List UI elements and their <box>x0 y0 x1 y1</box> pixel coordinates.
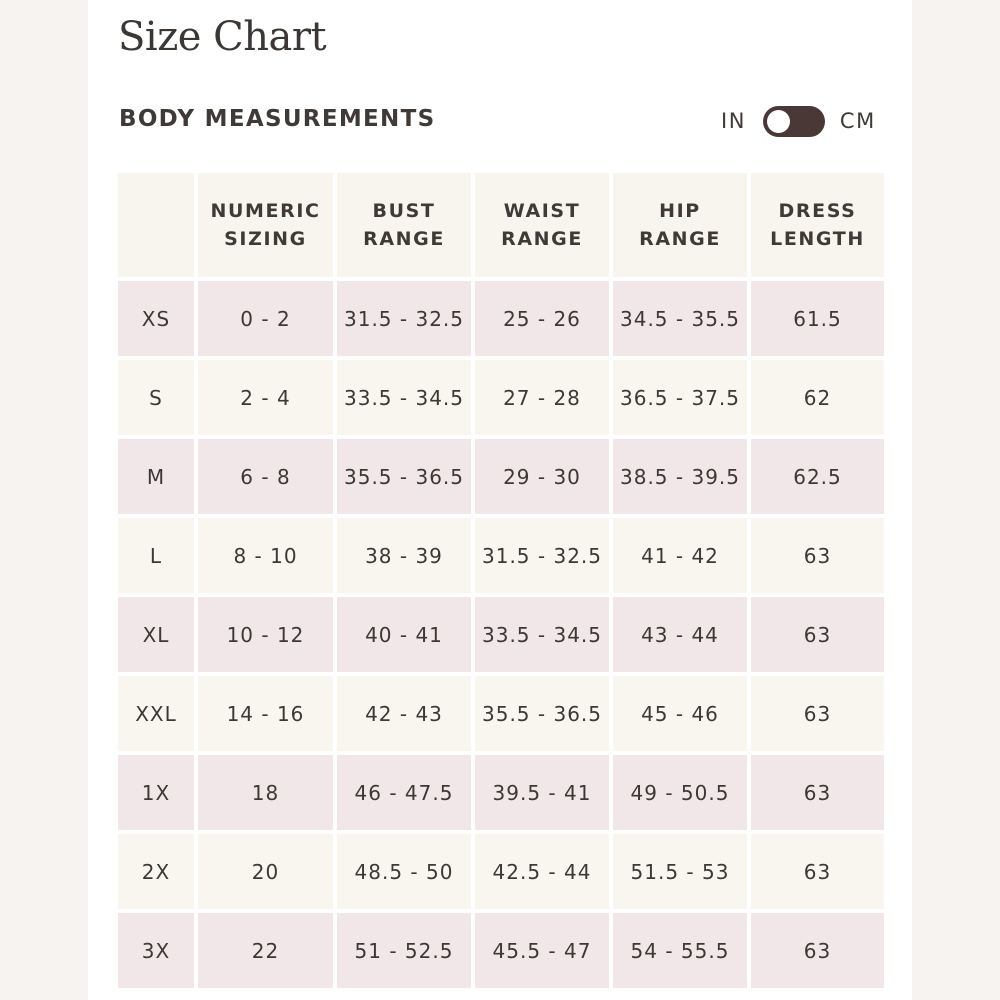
numeric-sizing-cell: 2 - 4 <box>198 360 333 435</box>
waist-range-cell: 33.5 - 34.5 <box>475 597 609 672</box>
numeric-sizing-cell: 8 - 10 <box>198 518 333 593</box>
hip-range-cell: 41 - 42 <box>613 518 747 593</box>
unit-label-in[interactable]: IN <box>721 109 746 133</box>
size-label: XS <box>118 281 194 356</box>
hip-range-cell: 38.5 - 39.5 <box>613 439 747 514</box>
page-title: Size Chart <box>118 14 327 60</box>
waist-range-cell: 35.5 - 36.5 <box>475 676 609 751</box>
dress-length-cell: 61.5 <box>751 281 884 356</box>
bust-range-cell: 40 - 41 <box>337 597 471 672</box>
table-header-blank <box>118 173 194 277</box>
unit-toggle[interactable] <box>721 104 876 138</box>
dress-length-cell: 63 <box>751 518 884 593</box>
numeric-sizing-cell: 22 <box>198 913 333 988</box>
hip-range-cell: 36.5 - 37.5 <box>613 360 747 435</box>
dress-length-cell: 62 <box>751 360 884 435</box>
unit-switch[interactable] <box>763 106 825 137</box>
size-label: 1X <box>118 755 194 830</box>
bust-range-cell: 31.5 - 32.5 <box>337 281 471 356</box>
table-header-waist-range: WAIST RANGE <box>475 173 609 277</box>
size-label: L <box>118 518 194 593</box>
numeric-sizing-cell: 6 - 8 <box>198 439 333 514</box>
size-label: S <box>118 360 194 435</box>
table-header-dress-length: DRESS LENGTH <box>751 173 884 277</box>
bust-range-cell: 38 - 39 <box>337 518 471 593</box>
hip-range-cell: 45 - 46 <box>613 676 747 751</box>
dress-length-cell: 63 <box>751 834 884 909</box>
waist-range-cell: 42.5 - 44 <box>475 834 609 909</box>
dress-length-cell: 62.5 <box>751 439 884 514</box>
bust-range-cell: 48.5 - 50 <box>337 834 471 909</box>
dress-length-cell: 63 <box>751 676 884 751</box>
waist-range-cell: 27 - 28 <box>475 360 609 435</box>
hip-range-cell: 34.5 - 35.5 <box>613 281 747 356</box>
numeric-sizing-cell: 14 - 16 <box>198 676 333 751</box>
numeric-sizing-cell: 18 <box>198 755 333 830</box>
hip-range-cell: 43 - 44 <box>613 597 747 672</box>
size-label: 3X <box>118 913 194 988</box>
waist-range-cell: 31.5 - 32.5 <box>475 518 609 593</box>
size-label: XXL <box>118 676 194 751</box>
numeric-sizing-cell: 20 <box>198 834 333 909</box>
bust-range-cell: 33.5 - 34.5 <box>337 360 471 435</box>
table-header-hip-range: HIP RANGE <box>613 173 747 277</box>
waist-range-cell: 39.5 - 41 <box>475 755 609 830</box>
section-heading: BODY MEASUREMENTS <box>119 106 436 132</box>
waist-range-cell: 29 - 30 <box>475 439 609 514</box>
unit-label-cm[interactable]: CM <box>839 109 876 133</box>
dress-length-cell: 63 <box>751 755 884 830</box>
table-header-bust-range: BUST RANGE <box>337 173 471 277</box>
size-table <box>118 173 884 987</box>
numeric-sizing-cell: 10 - 12 <box>198 597 333 672</box>
size-label: M <box>118 439 194 514</box>
dress-length-cell: 63 <box>751 913 884 988</box>
table-header-numeric-sizing: NUMERIC SIZING <box>198 173 333 277</box>
bust-range-cell: 46 - 47.5 <box>337 755 471 830</box>
hip-range-cell: 49 - 50.5 <box>613 755 747 830</box>
bust-range-cell: 35.5 - 36.5 <box>337 439 471 514</box>
waist-range-cell: 25 - 26 <box>475 281 609 356</box>
size-label: 2X <box>118 834 194 909</box>
dress-length-cell: 63 <box>751 597 884 672</box>
bust-range-cell: 42 - 43 <box>337 676 471 751</box>
waist-range-cell: 45.5 - 47 <box>475 913 609 988</box>
switch-knob <box>767 110 790 133</box>
bust-range-cell: 51 - 52.5 <box>337 913 471 988</box>
size-chart-panel <box>88 0 912 1000</box>
hip-range-cell: 54 - 55.5 <box>613 913 747 988</box>
size-label: XL <box>118 597 194 672</box>
hip-range-cell: 51.5 - 53 <box>613 834 747 909</box>
numeric-sizing-cell: 0 - 2 <box>198 281 333 356</box>
